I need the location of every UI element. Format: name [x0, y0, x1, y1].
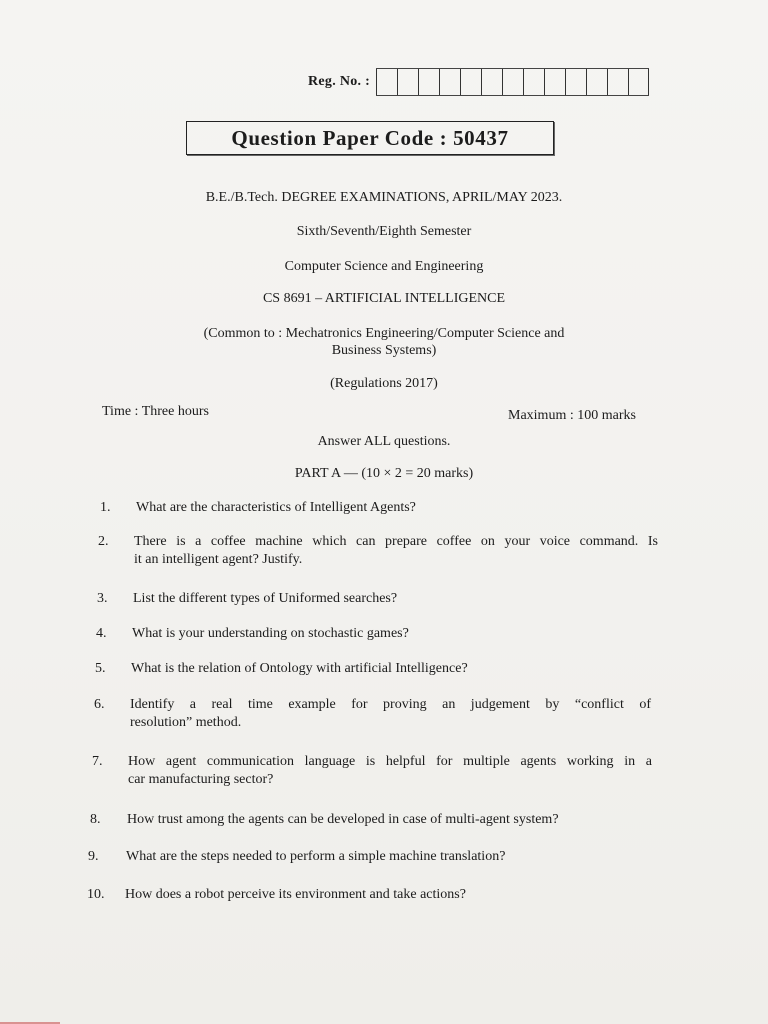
question-number: 1.	[100, 500, 111, 515]
question-item	[0, 886, 768, 926]
reg-no-box[interactable]	[565, 69, 586, 95]
question-text: How agent communication language is helpful for multiple agents working in a	[128, 754, 652, 769]
question-item	[0, 753, 768, 793]
question-number: 6.	[94, 697, 105, 712]
question-number: 9.	[88, 849, 99, 864]
question-text: How trust among the agents can be developed in case of multi-agent system?	[127, 812, 559, 827]
instruction: Answer ALL questions.	[317, 434, 451, 449]
question-text: There is a coffee machine which can prepare coffee on your voice command. Is	[134, 534, 658, 549]
reg-no-box[interactable]	[607, 69, 628, 95]
question-text-continued: resolution” method.	[130, 715, 242, 730]
reg-no-box[interactable]	[502, 69, 523, 95]
reg-no-box[interactable]	[418, 69, 439, 95]
common-to-line-1: (Common to : Mechatronics Engineering/Computer Science and	[203, 326, 565, 341]
reg-no-box[interactable]	[481, 69, 502, 95]
question-text: What are the steps needed to perform a simple machine translation?	[126, 849, 506, 864]
semester: Sixth/Seventh/Eighth Semester	[296, 224, 472, 239]
reg-no-box[interactable]	[376, 69, 397, 95]
question-number: 4.	[96, 626, 107, 641]
exam-title: B.E./B.Tech. DEGREE EXAMINATIONS, APRIL/MAY 2023.	[205, 190, 563, 205]
reg-no-label: Reg. No. :	[308, 74, 371, 89]
question-text-continued: it an intelligent agent? Justify.	[134, 552, 303, 567]
reg-no-box[interactable]	[586, 69, 607, 95]
reg-no-boxes[interactable]	[376, 68, 649, 96]
question-text: How does a robot perceive its environment and take actions?	[125, 887, 466, 902]
question-item	[0, 590, 768, 630]
question-paper-code: Question Paper Code : 50437	[186, 121, 554, 155]
question-number: 5.	[95, 661, 106, 676]
question-item	[0, 811, 768, 851]
reg-no-box[interactable]	[397, 69, 418, 95]
question-text: What are the characteristics of Intelligent Agents?	[136, 500, 416, 515]
question-item	[0, 625, 768, 665]
question-text: What is your understanding on stochastic games?	[132, 626, 409, 641]
question-item	[0, 533, 768, 573]
question-number: 10.	[87, 887, 105, 902]
regulations: (Regulations 2017)	[330, 376, 438, 391]
reg-no-row	[308, 68, 649, 96]
question-text: What is the relation of Ontology with artificial Intelligence?	[131, 661, 468, 676]
question-item	[0, 696, 768, 736]
course-title: CS 8691 – ARTIFICIAL INTELLIGENCE	[262, 291, 506, 306]
question-text-continued: car manufacturing sector?	[128, 772, 274, 787]
question-item	[0, 660, 768, 700]
question-number: 8.	[90, 812, 101, 827]
question-text: List the different types of Uniformed searches?	[133, 591, 398, 606]
reg-no-box[interactable]	[523, 69, 544, 95]
reg-no-box[interactable]	[628, 69, 649, 95]
common-to-line-2: Business Systems)	[331, 343, 437, 358]
maximum-marks: Maximum : 100 marks	[508, 408, 636, 423]
time-duration: Time : Three hours	[102, 404, 209, 419]
reg-no-box[interactable]	[460, 69, 481, 95]
department: Computer Science and Engineering	[284, 259, 484, 274]
question-number: 7.	[92, 754, 103, 769]
question-number: 2.	[98, 534, 109, 549]
question-number: 3.	[97, 591, 108, 606]
reg-no-box[interactable]	[439, 69, 460, 95]
reg-no-box[interactable]	[544, 69, 565, 95]
question-item	[0, 848, 768, 888]
question-text: Identify a real time example for proving an judgement by “conflict of	[130, 697, 651, 712]
part-a-heading: PART A — (10 × 2 = 20 marks)	[294, 466, 474, 481]
